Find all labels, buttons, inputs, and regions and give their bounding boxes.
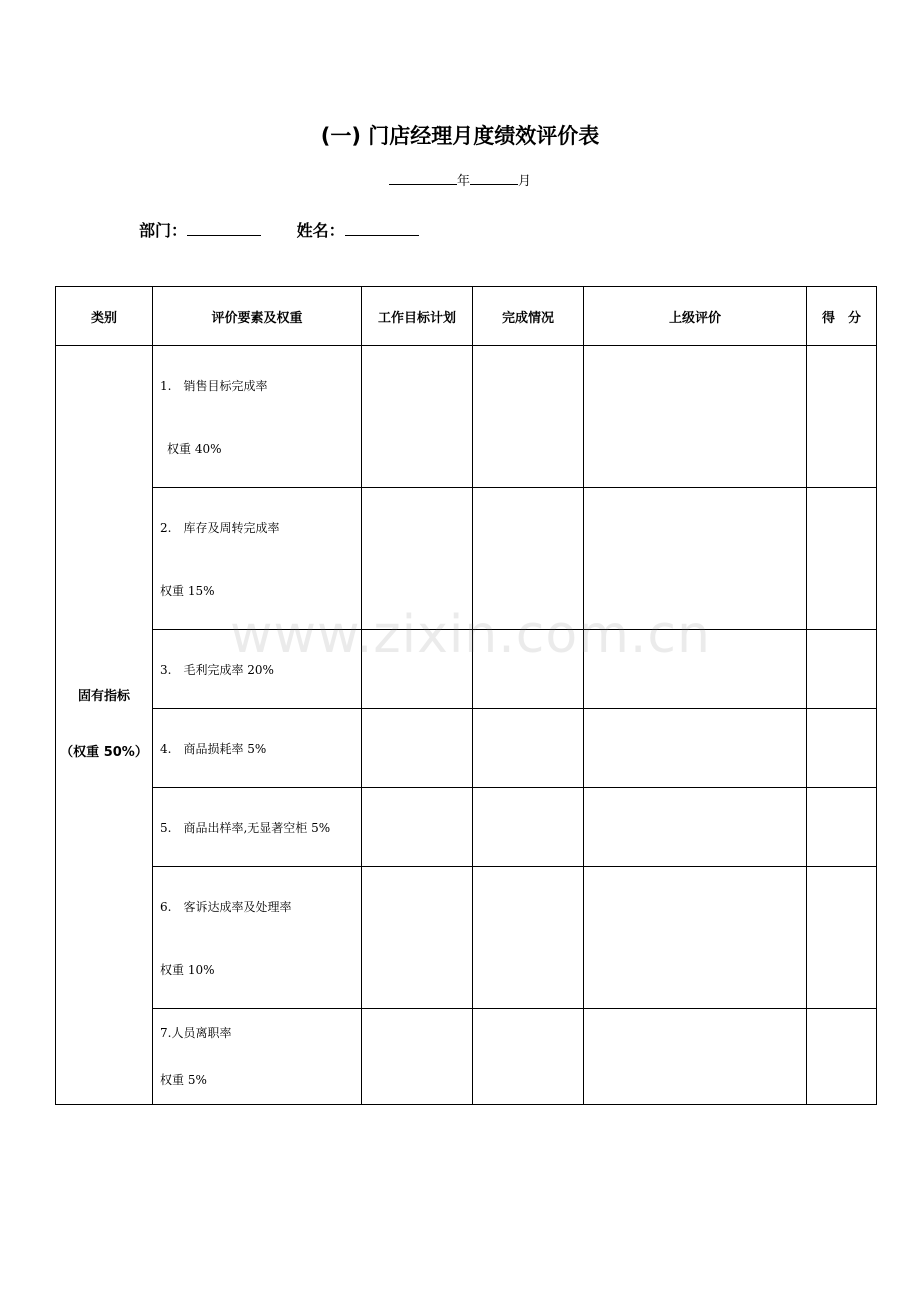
item-name: 7.人员离职率 bbox=[160, 1026, 232, 1040]
score-cell[interactable] bbox=[807, 488, 877, 630]
item-name: 4. 商品损耗率 5% bbox=[160, 742, 267, 756]
table-row bbox=[56, 788, 877, 867]
header-target-plan: 工作目标计划 bbox=[362, 287, 473, 346]
category-cell bbox=[56, 346, 153, 1105]
name-label: 姓名： bbox=[296, 221, 345, 240]
completion-cell[interactable] bbox=[473, 867, 584, 1009]
completion-cell[interactable] bbox=[473, 630, 584, 709]
target-plan-cell[interactable] bbox=[362, 346, 473, 488]
date-line bbox=[0, 170, 920, 191]
name-blank[interactable] bbox=[345, 219, 419, 236]
supervisor-eval-cell[interactable] bbox=[584, 709, 807, 788]
target-plan-cell[interactable] bbox=[362, 709, 473, 788]
item-cell bbox=[153, 488, 362, 630]
table-row bbox=[56, 709, 877, 788]
item-weight: 权重 15% bbox=[160, 584, 215, 598]
header-category: 类别 bbox=[56, 287, 153, 346]
header-supervisor-eval: 上级评价 bbox=[584, 287, 807, 346]
item-name: 2. 库存及周转完成率 bbox=[160, 521, 280, 535]
score-cell[interactable] bbox=[807, 867, 877, 1009]
completion-cell[interactable] bbox=[473, 1009, 584, 1105]
score-cell[interactable] bbox=[807, 630, 877, 709]
item-cell bbox=[153, 346, 362, 488]
month-label: 月 bbox=[518, 174, 532, 189]
table-header-row bbox=[56, 287, 877, 346]
score-cell[interactable] bbox=[807, 788, 877, 867]
supervisor-eval-cell[interactable] bbox=[584, 1009, 807, 1105]
month-blank[interactable] bbox=[470, 170, 518, 185]
supervisor-eval-cell[interactable] bbox=[584, 867, 807, 1009]
item-name: 5. 商品出样率,无显著空柜 5% bbox=[160, 821, 331, 835]
item-cell bbox=[153, 709, 362, 788]
header-score: 得 分 bbox=[807, 287, 877, 346]
item-name: 1. 销售目标完成率 bbox=[160, 379, 268, 393]
evaluation-table bbox=[55, 286, 877, 1105]
supervisor-eval-cell[interactable] bbox=[584, 788, 807, 867]
header-elements: 评价要素及权重 bbox=[153, 287, 362, 346]
target-plan-cell[interactable] bbox=[362, 1009, 473, 1105]
item-name: 6. 客诉达成率及处理率 bbox=[160, 900, 292, 914]
page-title: (一) 门店经理月度绩效评价表 bbox=[320, 124, 600, 148]
watermark: www.zixin.com.cn bbox=[230, 605, 711, 665]
item-cell bbox=[153, 1009, 362, 1105]
completion-cell[interactable] bbox=[473, 346, 584, 488]
department-blank[interactable] bbox=[187, 219, 261, 236]
completion-cell[interactable] bbox=[473, 788, 584, 867]
target-plan-cell[interactable] bbox=[362, 867, 473, 1009]
target-plan-cell[interactable] bbox=[362, 488, 473, 630]
item-weight: 权重 5% bbox=[160, 1073, 207, 1087]
year-label: 年 bbox=[456, 174, 470, 189]
table-row bbox=[56, 1009, 877, 1105]
score-cell[interactable] bbox=[807, 709, 877, 788]
table-row bbox=[56, 346, 877, 488]
completion-cell[interactable] bbox=[473, 488, 584, 630]
item-cell bbox=[153, 788, 362, 867]
supervisor-eval-cell[interactable] bbox=[584, 346, 807, 488]
table-row bbox=[56, 867, 877, 1009]
year-blank[interactable] bbox=[389, 170, 457, 185]
score-cell[interactable] bbox=[807, 346, 877, 488]
department-label: 部门： bbox=[139, 221, 188, 240]
item-weight: 权重 10% bbox=[160, 963, 215, 977]
supervisor-eval-cell[interactable] bbox=[584, 488, 807, 630]
category-name: 固有指标 bbox=[77, 689, 130, 704]
header-completion: 完成情况 bbox=[473, 287, 584, 346]
target-plan-cell[interactable] bbox=[362, 788, 473, 867]
completion-cell[interactable] bbox=[473, 709, 584, 788]
target-plan-cell[interactable] bbox=[362, 630, 473, 709]
table-row bbox=[56, 630, 877, 709]
info-line bbox=[139, 219, 419, 242]
item-name: 3. 毛利完成率 20% bbox=[160, 663, 274, 677]
item-weight: 权重 40% bbox=[167, 442, 222, 456]
category-weight: （权重 50%） bbox=[60, 745, 148, 760]
supervisor-eval-cell[interactable] bbox=[584, 630, 807, 709]
table-row bbox=[56, 488, 877, 630]
item-cell bbox=[153, 867, 362, 1009]
score-cell[interactable] bbox=[807, 1009, 877, 1105]
item-cell bbox=[153, 630, 362, 709]
